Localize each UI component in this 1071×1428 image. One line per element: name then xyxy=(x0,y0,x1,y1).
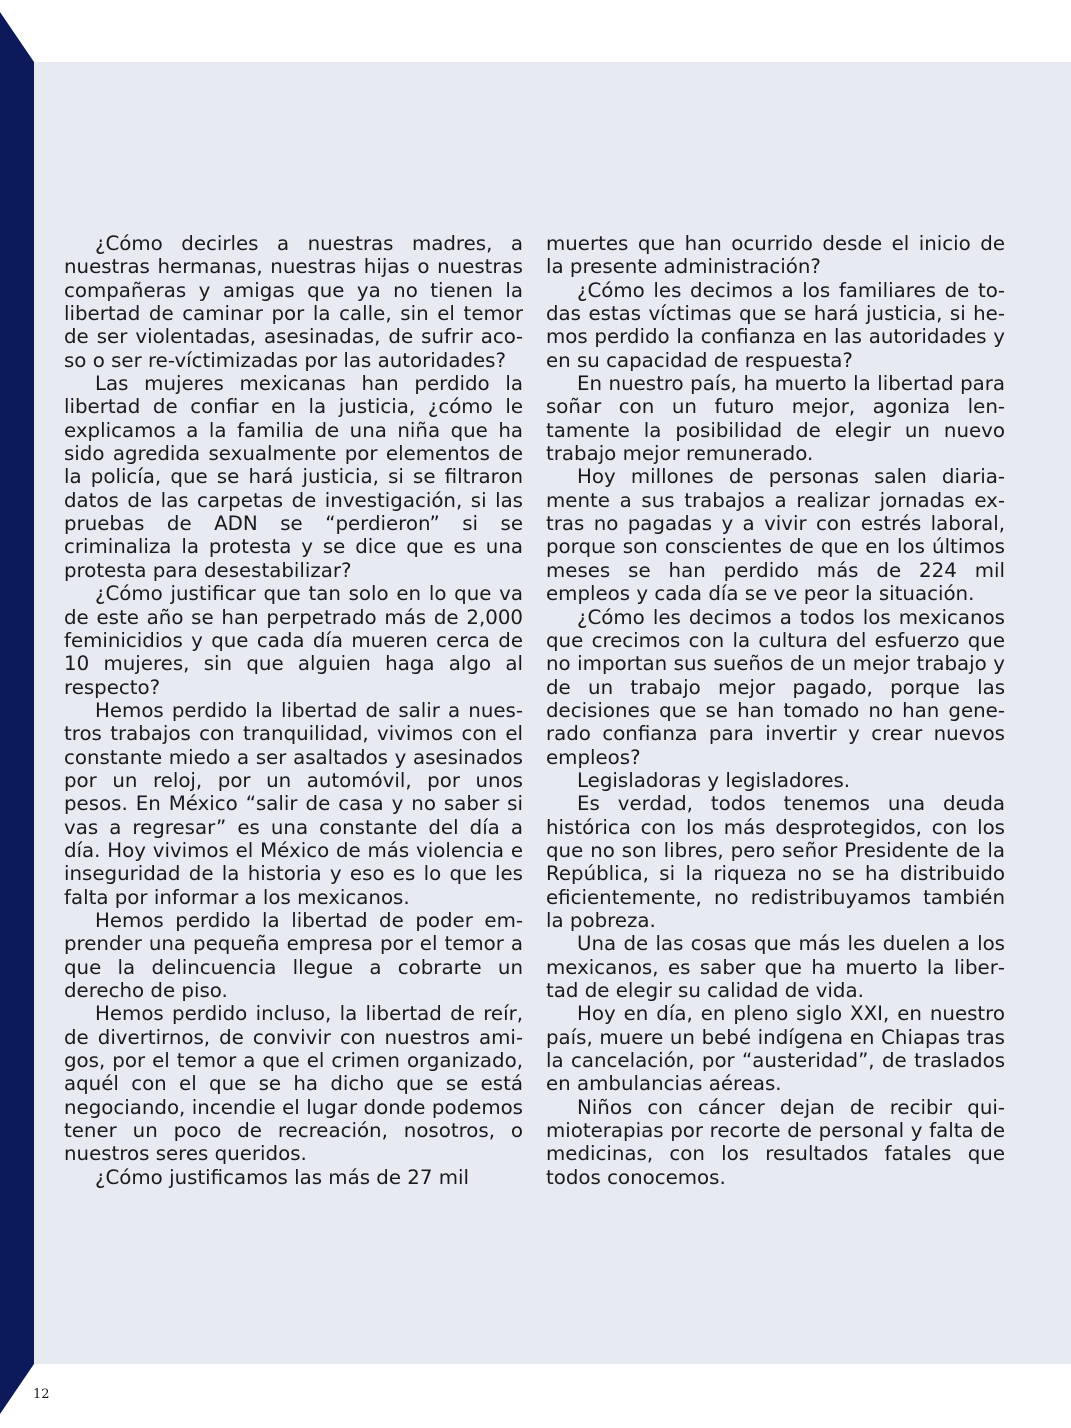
paragraph: ¿Cómo justificar que tan solo en lo que va de este año se han perpetrado más de 2,000 feminicidios y que cada día mueren cerca de 10 mujeres, sin que alguien haga algo al respecto? xyxy=(64,582,523,699)
paragraph: Legisladoras y legisladores. xyxy=(577,768,851,792)
paragraph-continued: muertes que han ocurrido desde el inicio de la presente administración? xyxy=(546,232,1005,279)
paragraph: Una de las cosas que más les duelen a los mexicanos, es saber que ha muerto la libertad de elegir su calidad de vida. xyxy=(546,932,1005,1002)
paragraph: Hoy en día, en pleno siglo XXI, en nuestro país, muere un bebé indígena en Chiapas tras la cancelación, por “austeridad”, de traslados en ambulancias aéreas. xyxy=(546,1002,1005,1096)
paragraph: ¿Cómo justificamos las más de 27 mil xyxy=(95,1165,470,1189)
left-accent-stripe xyxy=(0,0,34,1428)
paragraph: Es verdad, todos tenemos una deuda histórica con los más desprotegidos, con los que no son libres, pero señor Presidente de la República, si la riqueza no se ha distribuido eficientemente, no redistribuyamos también la pobreza. xyxy=(546,792,1005,932)
paragraph: Las mujeres mexicanas han perdido la libertad de confiar en la justicia, ¿cómo le explicamos a la familia de una niña que ha sido agredida sexualmente por elementos de la policía, que se hará justicia, si se filtraron datos de las carpetas de investigación, si las pruebas de ADN se “perdieron” si se criminaliza la protesta y se dice que es una protesta para desestabilizar? xyxy=(64,372,523,582)
paragraph: Hoy millones de personas salen diariamente a sus trabajos a realizar jornadas extras no pagadas y a vivir con estrés laboral, porque son conscientes de que en los últimos meses se han perdido más de 224 mil empleos y cada día se ve peor la situación. xyxy=(546,465,1005,606)
paragraph: ¿Cómo les decimos a los familiares de todas estas víctimas que se hará justicia, si hemos perdido la confianza en las autoridades y en su capacidad de respuesta? xyxy=(546,278,1005,372)
paragraph: Hemos perdido la libertad de salir a nuestros trabajos con tranquilidad, vivimos con el constante miedo a ser asaltados y asesinados por un reloj, por un automóvil, por unos pesos. En México “salir de casa y no saber si vas a regresar” es una constante del día a día. Hoy vivimos el México de más violencia e inseguridad de la historia y eso es lo que les falta por informar a los mexicanos. xyxy=(64,698,523,909)
page-number: 12 xyxy=(33,1387,50,1402)
paragraph: En nuestro país, ha muerto la libertad para soñar con un futuro mejor, agoniza lentamente la posibilidad de elegir un nuevo trabajo mejor remunerado. xyxy=(546,372,1005,466)
paragraph: Hemos perdido la libertad de poder emprender una pequeña empresa por el temor a que la delincuencia llegue a cobrarte un derecho de piso. xyxy=(64,908,523,1002)
paragraph: Niños con cáncer dejan de recibir quimioterapias por recorte de personal y falta de medicinas, con los resultados fatales que todos conocemos. xyxy=(546,1095,1005,1189)
paragraph: ¿Cómo decirles a nuestras madres, a nuestras hermanas, nuestras hijas o nuestras compañeras y amigas que ya no tienen la libertad de caminar por la calle, sin el temor de ser violentadas, asesinadas, de sufrir acoso o ser re-víctimizadas por las autoridades? xyxy=(64,232,523,372)
paragraph: Hemos perdido incluso, la libertad de reír, de divertirnos, de convivir con nuestros amigos, por el temor a que el crimen organizado, aquél con el que se ha dicho que se está negociando, incendie el lugar donde podemos tener un poco de recreación, nosotros, o nuestros seres queridos. xyxy=(64,1002,523,1166)
text-column-left xyxy=(64,232,523,1189)
paragraph: ¿Cómo les decimos a todos los mexicanos que crecimos con la cultura del esfuerzo que no importan sus sueños de un mejor trabajo y de un trabajo mejor pagado, porque las decisiones que se han tomado no han generado confianza para invertir y crear nuevos empleos? xyxy=(546,605,1005,769)
text-column-right xyxy=(546,232,1005,1189)
accent-stripe-shape xyxy=(0,0,34,1428)
